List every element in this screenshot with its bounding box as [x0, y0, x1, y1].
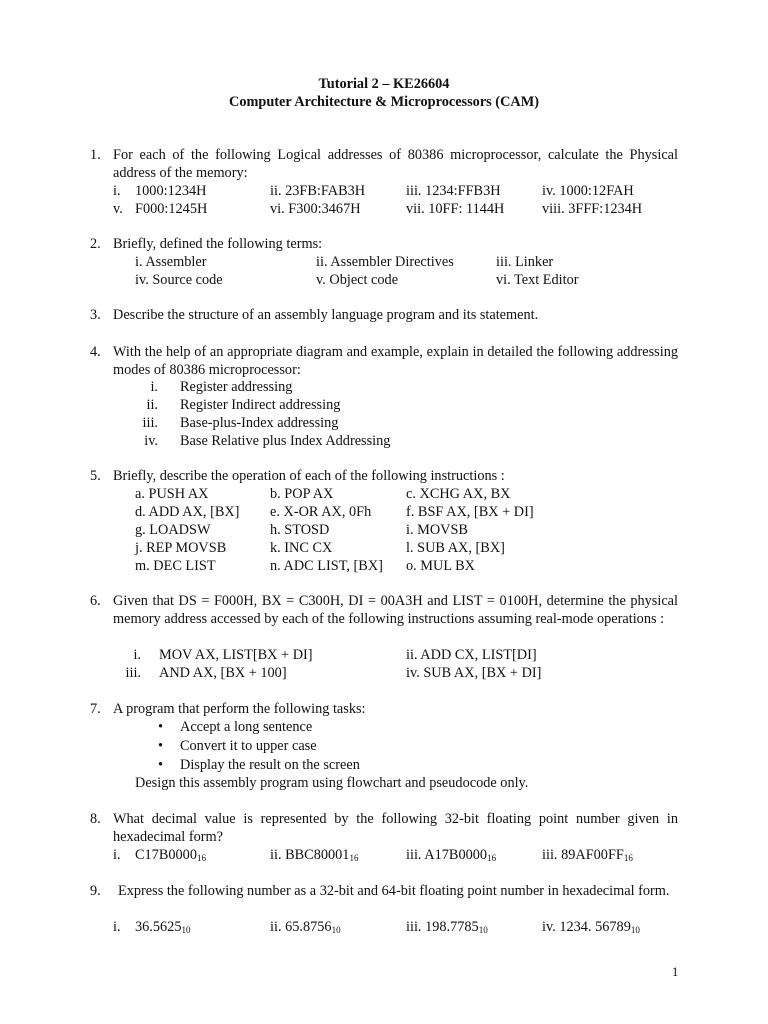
address-item: iv. 1000:12FAH	[542, 183, 634, 199]
instruction-item: iv. SUB AX, [BX + DI]	[406, 665, 542, 681]
term-item: i. Assembler	[135, 254, 207, 270]
item-number: iii.	[142, 415, 158, 431]
question-text: Briefly, describe the operation of each of the following instructions :	[113, 468, 505, 484]
question-number: 7.	[90, 701, 101, 717]
item-text: Register Indirect addressing	[180, 397, 341, 413]
question-number: 8.	[90, 811, 101, 827]
instruction-item: c. XCHG AX, BX	[406, 486, 511, 502]
term-item: iv. Source code	[135, 272, 223, 288]
item-text: Register addressing	[180, 379, 293, 395]
item-text: Base Relative plus Index Addressing	[180, 433, 391, 449]
question-number: 3.	[90, 307, 101, 323]
instruction-item: i. MOVSB	[406, 522, 468, 538]
instruction-item: AND AX, [BX + 100]	[159, 665, 287, 681]
decimal-value: ii. $65.8756_{10}$	[270, 919, 341, 935]
question-number: 9.	[90, 883, 101, 899]
question-text: For each of the following Logical addresses of 80386 microprocessor, calculate the Physical address of the memory:	[113, 147, 678, 181]
question-text: A program that perform the following tasks:	[113, 701, 366, 717]
item-number: i.	[113, 183, 121, 199]
instruction-item: k. INC CX	[270, 540, 333, 556]
question-6	[90, 592, 678, 681]
hex-value: iii. $A17B0000_{16}$	[406, 847, 497, 863]
bullet-text: Display the result on the screen	[180, 757, 360, 773]
instruction-item: o. MUL BX	[406, 558, 475, 574]
bullet-icon: •	[158, 719, 164, 735]
hex-value: ii. $BBC80001_{16}$	[270, 847, 359, 863]
bullet-text: Accept a long sentence	[180, 719, 313, 735]
instruction-item: d. ADD AX, [BX]	[135, 504, 240, 520]
item-number: i.	[133, 647, 141, 663]
term-item: iii. Linker	[496, 254, 554, 270]
hex-value: iii. $89AF00FF_{16}$	[542, 847, 633, 863]
document-subtitle: Computer Architecture & Microprocessors (CAM)	[229, 94, 539, 110]
address-item: vi. F300:3467H	[270, 201, 361, 217]
instruction-item: l. SUB AX, [BX]	[406, 540, 505, 556]
bullet-icon: •	[158, 738, 164, 754]
question-2	[90, 235, 678, 288]
instruction-item: ii. ADD CX, LIST[DI]	[406, 647, 537, 663]
question-text: Describe the structure of an assembly language program and its statement.	[113, 307, 539, 323]
bullet-icon: •	[158, 757, 164, 773]
instruction-item: h. STOSD	[270, 522, 330, 538]
question-3	[90, 306, 678, 324]
question-text: Briefly, defined the following terms:	[113, 236, 323, 252]
item-number: v.	[113, 201, 123, 217]
question-number: 1.	[90, 147, 101, 163]
instruction-item: f. BSF AX, [BX + DI]	[406, 504, 534, 520]
question-number: 4.	[90, 344, 101, 360]
instruction-item: a. PUSH AX	[135, 486, 209, 502]
term-item: vi. Text Editor	[496, 272, 579, 288]
page-number: 1	[672, 965, 679, 979]
question-footer: Design this assembly program using flowchart and pseudocode only.	[135, 775, 529, 791]
instruction-item: b. POP AX	[270, 486, 334, 502]
question-text: Given that DS = F000H, BX = C300H, DI = 00A3H and LIST = 0100H, determine the physical memory address accessed by each of the following instructions assuming real-mode operations :	[113, 593, 678, 627]
address-item: iii. 1234:FFB3H	[406, 183, 501, 199]
item-number: iii.	[125, 665, 141, 681]
address-item: F000:1245H	[135, 201, 208, 217]
question-4	[90, 343, 678, 449]
instruction-item: e. X-OR AX, 0Fh	[270, 504, 372, 520]
hex-value: $C17B0000_{16}$	[135, 847, 206, 863]
document-title: Tutorial 2 – KE26604	[318, 76, 450, 92]
item-number: i.	[113, 919, 121, 935]
address-item: vii. 10FF: 1144H	[406, 201, 505, 217]
question-number: 5.	[90, 468, 101, 484]
question-number: 6.	[90, 593, 101, 609]
question-1	[90, 146, 678, 217]
decimal-value: $36.5625_{10}$	[135, 919, 191, 935]
instruction-item: n. ADC LIST, [BX]	[270, 558, 383, 574]
question-9	[90, 882, 678, 935]
instruction-item: m. DEC LIST	[135, 558, 216, 574]
question-5	[90, 467, 678, 574]
item-number: ii.	[146, 397, 158, 413]
item-number: i.	[150, 379, 158, 395]
term-item: ii. Assembler Directives	[316, 254, 454, 270]
question-7	[90, 700, 678, 791]
question-text: With the help of an appropriate diagram and example, explain in detailed the following addressing modes of 80386 microprocessor:	[113, 344, 678, 378]
item-number: i.	[113, 847, 121, 863]
instruction-item: j. REP MOVSB	[135, 540, 227, 556]
bullet-text: Convert it to upper case	[180, 738, 317, 754]
instruction-item: g. LOADSW	[135, 522, 211, 538]
item-number: iv.	[144, 433, 158, 449]
term-item: v. Object code	[316, 272, 399, 288]
question-text: What decimal value is represented by the following 32-bit floating point number given in hexadecimal form?	[113, 811, 678, 845]
decimal-value: iv. 1234. $56789_{10}$	[542, 919, 640, 935]
question-8	[90, 810, 678, 863]
question-number: 2.	[90, 236, 101, 252]
address-item: 1000:1234H	[135, 183, 207, 199]
address-item: ii. 23FB:FAB3H	[270, 183, 366, 199]
item-text: Base-plus-Index addressing	[180, 415, 339, 431]
instruction-item: MOV AX, LIST[BX + DI]	[159, 647, 313, 663]
question-text: Express the following number as a 32-bit and 64-bit floating point number in hexadecimal form.	[118, 883, 670, 899]
address-item: viii. 3FFF:1234H	[542, 201, 643, 217]
decimal-value: iii. $198.7785_{10}$	[406, 919, 488, 935]
